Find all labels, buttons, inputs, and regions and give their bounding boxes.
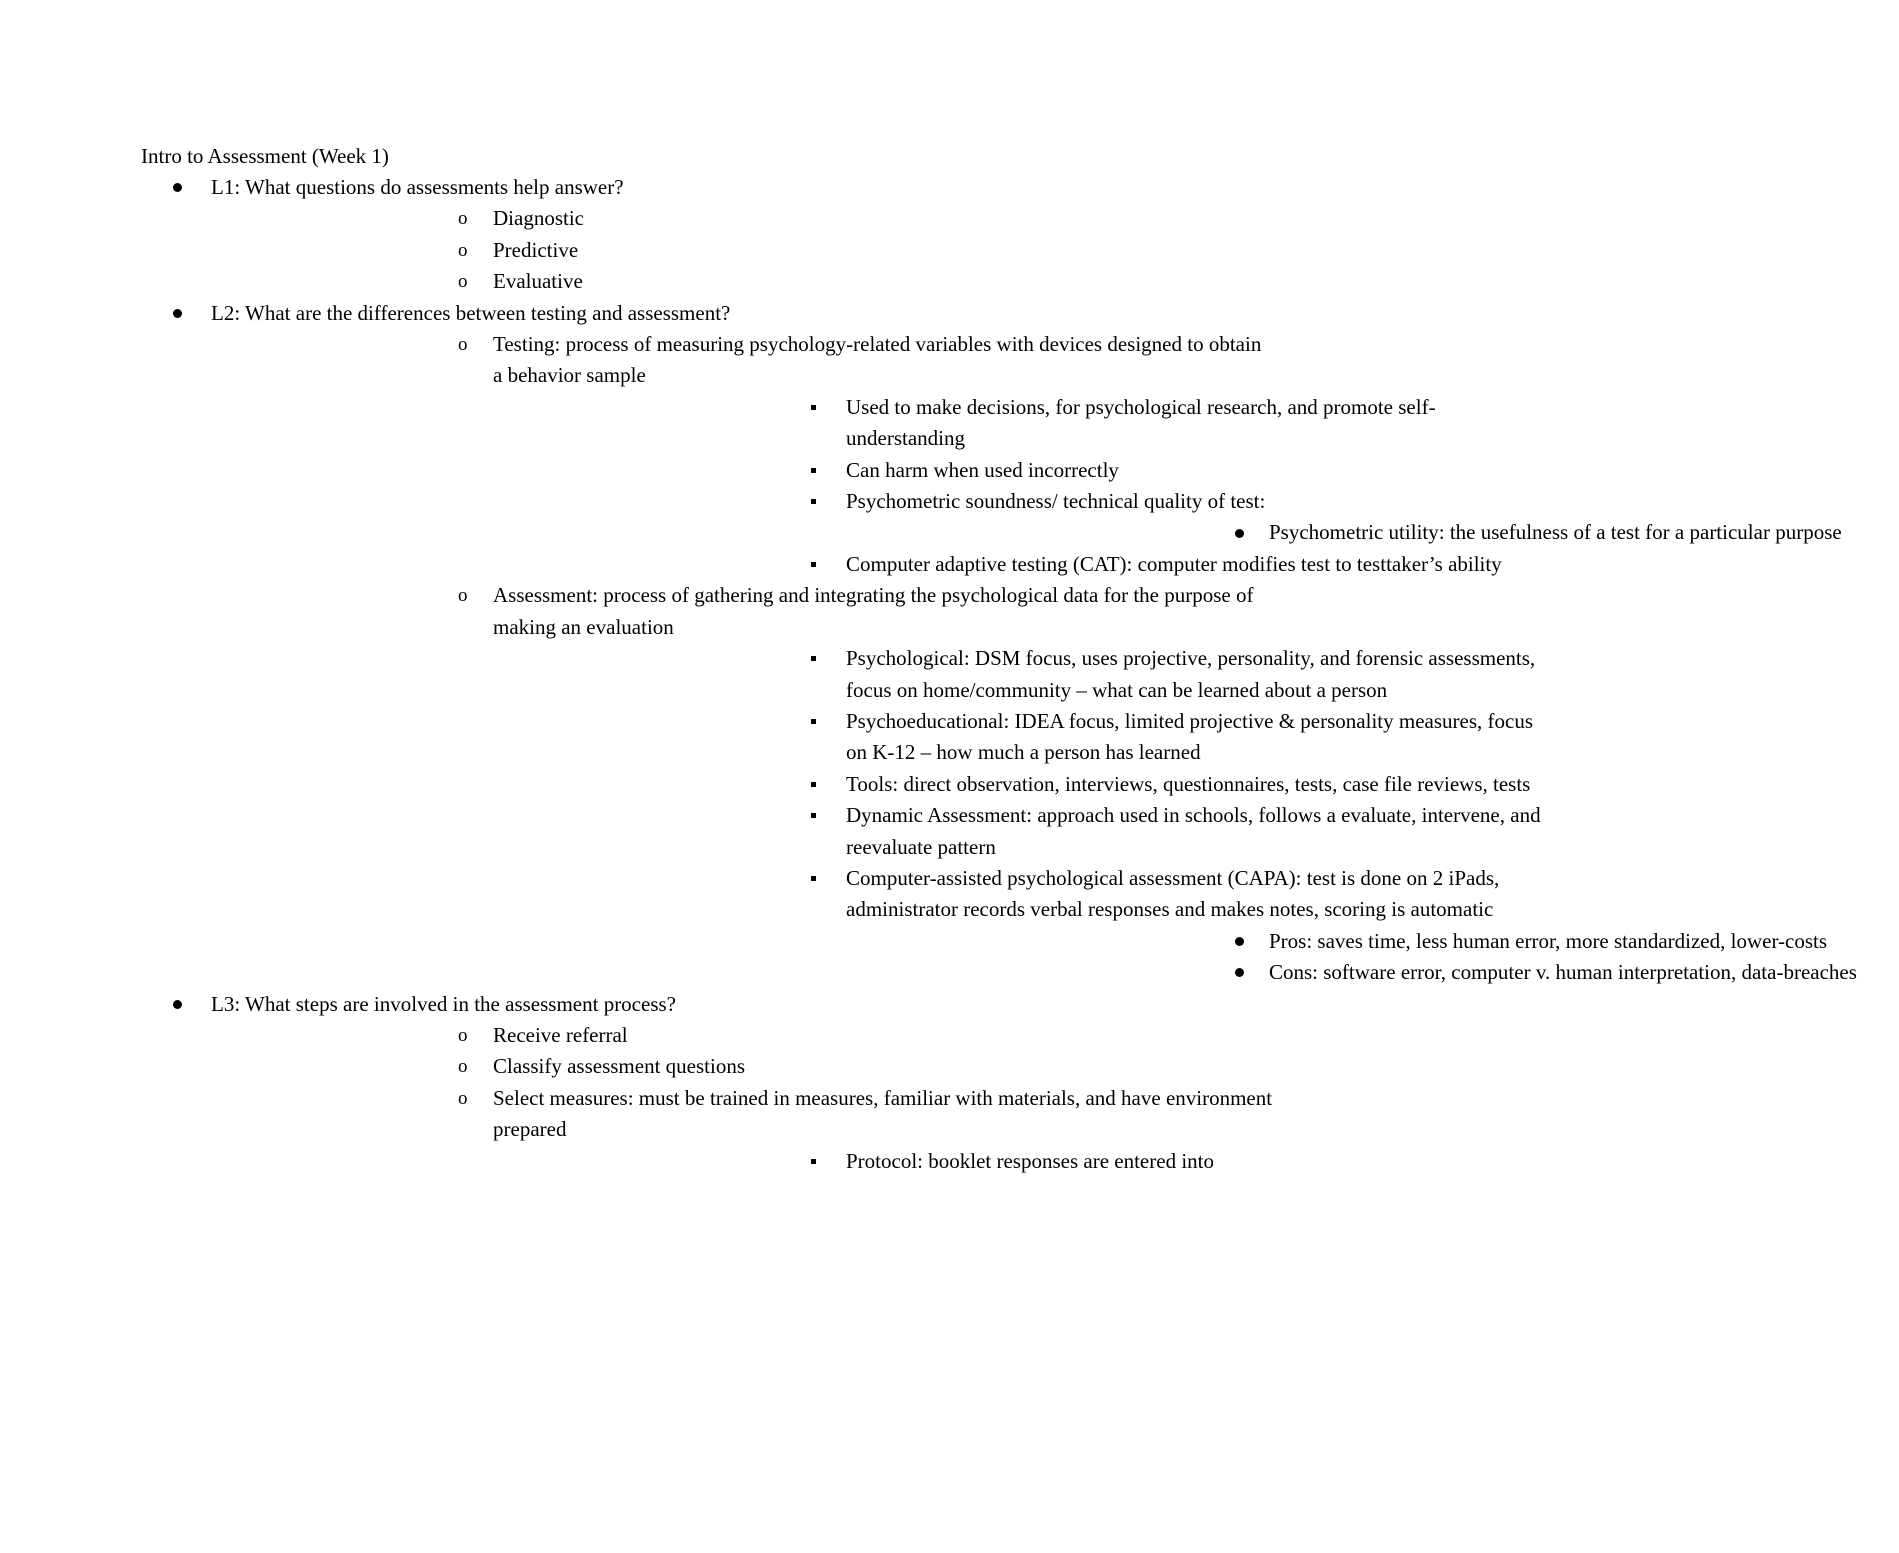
bullet-icon xyxy=(1235,926,1244,957)
square-bullet-icon xyxy=(811,455,816,486)
list-item xyxy=(493,1146,1214,1177)
circle-bullet-icon: o xyxy=(458,334,468,356)
item-text: Can harm when used incorrectly xyxy=(846,457,1119,482)
item-text: Select measures: must be trained in measures, familiar with materials, and have environment prepared xyxy=(493,1085,1273,1142)
item-text: L2: What are the differences between testing and assessment? xyxy=(211,300,731,325)
circle-bullet-icon: o xyxy=(458,1024,468,1046)
list-item xyxy=(211,1051,1200,1082)
square-bullet-icon xyxy=(811,769,816,800)
list-item xyxy=(211,203,1200,234)
item-text: Diagnostic xyxy=(493,206,584,231)
list-item-assessment xyxy=(211,580,1857,988)
item-text: Tools: direct observation, interviews, questionnaires, tests, case file reviews, tests xyxy=(846,771,1531,796)
item-text: Evaluative xyxy=(493,269,583,294)
square-bullet-icon xyxy=(811,1146,816,1177)
list-item xyxy=(846,517,1842,548)
item-text: Cons: software error, computer v. human interpretation, data-breaches xyxy=(1269,960,1857,985)
item-text: Testing: process of measuring psychology-related variables with devices designed to obtain a behavior sample xyxy=(493,332,1262,388)
item-text: Used to make decisions, for psychological research, and promote self-understanding xyxy=(846,394,1436,451)
item-text: Psychological: DSM focus, uses projective, personality, and forensic assessments, focus on home/community – what can be learned about a person xyxy=(846,646,1536,702)
circle-bullet-icon: o xyxy=(458,239,468,261)
list-item xyxy=(846,957,1857,988)
bullet-icon xyxy=(173,172,182,203)
square-bullet-icon xyxy=(811,643,816,674)
circle-bullet-icon: o xyxy=(458,585,468,607)
square-bullet-icon xyxy=(811,863,816,894)
circle-bullet-icon: o xyxy=(458,208,468,230)
circle-bullet-icon: o xyxy=(458,271,468,293)
list-item xyxy=(211,235,1200,266)
item-text: Psychoeducational: IDEA focus, limited projective & personality measures, focus on K-12 – how much a person has learned xyxy=(846,708,1533,765)
square-bullet-icon xyxy=(811,392,816,423)
square-bullet-icon xyxy=(811,706,816,737)
list-item xyxy=(493,863,1857,989)
item-text: Pros: saves time, less human error, more standardized, lower-costs xyxy=(1269,928,1828,953)
list-item-l1 xyxy=(0,172,1200,298)
bullet-icon xyxy=(173,989,182,1020)
item-text: Protocol: booklet responses are entered into xyxy=(846,1148,1214,1173)
circle-bullet-icon: o xyxy=(458,1056,468,1078)
list-item xyxy=(493,392,1436,455)
list-item xyxy=(493,800,1541,863)
item-text: Computer adaptive testing (CAT): computer modifies test to testtaker’s ability xyxy=(846,551,1502,576)
list-item-l2 xyxy=(0,298,1857,989)
square-bullet-icon xyxy=(811,800,816,831)
list-item xyxy=(211,266,1200,297)
item-text: Classify assessment questions xyxy=(493,1054,745,1079)
item-text: Psychometric utility: the usefulness of a test for a particular purpose xyxy=(1269,520,1842,545)
item-text: Psychometric soundness/ technical quality of test: xyxy=(846,489,1266,514)
list-item xyxy=(493,549,1502,580)
bullet-icon xyxy=(173,298,182,329)
outline-list xyxy=(0,172,1857,1177)
item-text: L3: What steps are involved in the assessment process? xyxy=(211,991,676,1016)
square-bullet-icon xyxy=(811,549,816,580)
square-bullet-icon xyxy=(811,486,816,517)
item-text: Receive referral xyxy=(493,1022,628,1047)
list-item-l3 xyxy=(0,989,1273,1177)
bullet-icon xyxy=(1235,517,1244,548)
item-text: Computer-assisted psychological assessment (CAPA): test is done on 2 iPads, administrator records verbal responses and makes notes, scoring is automatic xyxy=(846,865,1500,922)
list-item xyxy=(493,769,1531,800)
list-item xyxy=(846,926,1828,957)
list-item xyxy=(493,643,1536,706)
item-text: Assessment: process of gathering and integrating the psychological data for the purpose of making an evaluation xyxy=(493,583,1254,639)
bullet-icon xyxy=(1235,957,1244,988)
item-text: Predictive xyxy=(493,237,579,262)
list-item xyxy=(211,1083,1273,1177)
list-item xyxy=(493,486,1842,549)
list-item xyxy=(493,706,1533,769)
list-item xyxy=(493,455,1200,486)
item-text: L1: What questions do assessments help answer? xyxy=(211,175,624,199)
circle-bullet-icon: o xyxy=(458,1087,468,1109)
item-text: Dynamic Assessment: approach used in schools, follows a evaluate, intervene, and reevaluate pattern xyxy=(846,803,1541,859)
document-title: Intro to Assessment (Week 1) xyxy=(141,144,389,168)
list-item-testing xyxy=(211,329,1842,580)
list-item xyxy=(211,1020,1200,1051)
